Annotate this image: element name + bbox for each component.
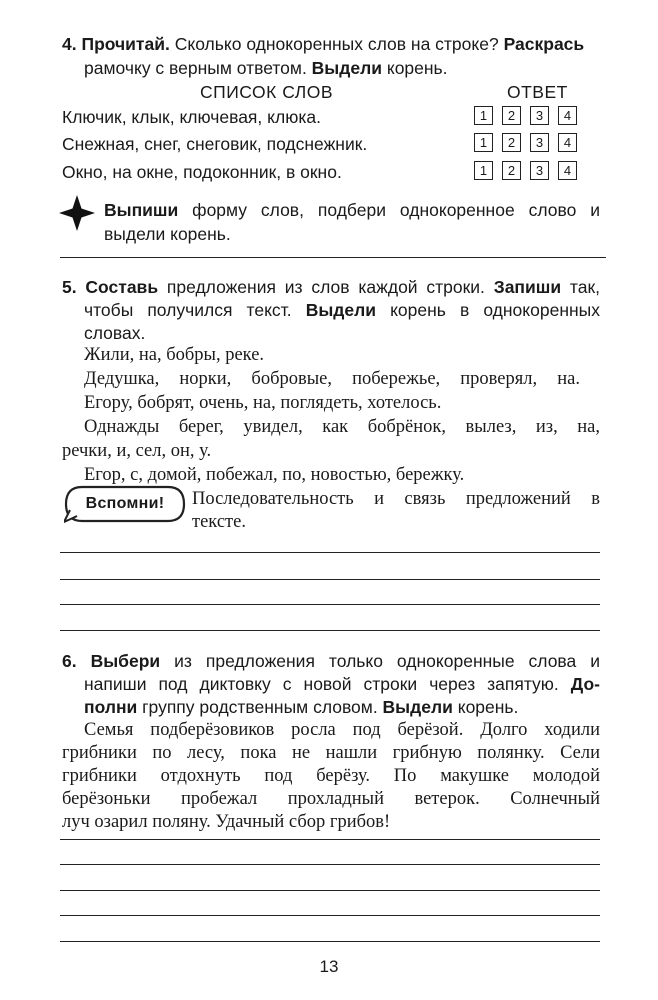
remember-text-line2: тексте. xyxy=(192,512,246,532)
star-icon xyxy=(58,194,96,232)
word-line-2: Дедушка, норки, бобровые, побережье, проверял, на. xyxy=(84,369,580,389)
word-line-1: Жили, на, бобры, реке. xyxy=(84,345,265,365)
writing-line[interactable] xyxy=(60,257,606,258)
answer-box[interactable]: 2 xyxy=(502,161,521,180)
word-line-3: Егору, бобрят, очень, на, поглядеть, хотелось. xyxy=(84,393,442,413)
word-row-2: Снежная, снег, снеговик, подснежник. xyxy=(62,134,368,154)
task5-number: 5. xyxy=(62,277,77,297)
task5-verb-write: Запиши xyxy=(493,277,562,297)
answer-box[interactable]: 4 xyxy=(558,133,577,152)
task4-question: Сколько однокоренных слов на строке? xyxy=(169,34,504,54)
answer-options-row-1 xyxy=(474,106,577,125)
task4-verb-highlight: Выдели xyxy=(311,58,382,78)
writing-line[interactable] xyxy=(60,941,600,942)
task5-instruction-line1: 5. Составь предложения из слов каждой строки. Запиши так, xyxy=(62,277,600,297)
answer-box[interactable]: 3 xyxy=(530,106,549,125)
word-row-1: Ключик, клык, ключевая, клюка. xyxy=(62,107,321,127)
task5-instruction-line3: словах. xyxy=(84,323,146,343)
writing-line[interactable] xyxy=(60,864,600,865)
dictation-line-1: Семья подберёзовиков росла под берёзой. Долго ходили xyxy=(84,720,600,740)
writing-line[interactable] xyxy=(60,604,600,605)
word-row-3: Окно, на окне, подоконник, в окно. xyxy=(62,162,342,182)
answer-box[interactable]: 2 xyxy=(502,106,521,125)
remember-text-line1: Последовательность и связь предложений в xyxy=(192,489,600,509)
writing-line[interactable] xyxy=(60,579,600,580)
answer-header: ОТВЕТ xyxy=(507,82,568,102)
star-task-line1: Выпиши форму слов, подбери однокоренное слово и xyxy=(104,200,600,220)
task6-instruction-line2: напиши под диктовку с новой строки через запятую. До- xyxy=(84,674,600,694)
answer-box[interactable]: 4 xyxy=(558,106,577,125)
writing-line[interactable] xyxy=(60,552,600,553)
answer-options-row-2 xyxy=(474,133,577,152)
task4-instruction-line2: рамочку с верным ответом. Выдели корень. xyxy=(84,58,448,78)
page-number: 13 xyxy=(319,957,339,976)
task6-instruction-line1: 6. Выбери из предложения только однокоренные слова и xyxy=(62,651,600,671)
word-line-6: Егор, с, домой, побежал, по, новостью, бережку. xyxy=(84,465,465,485)
answer-box[interactable]: 3 xyxy=(530,161,549,180)
writing-line[interactable] xyxy=(60,915,600,916)
task6-verb-complete-a: До- xyxy=(570,674,600,694)
answer-options-row-3 xyxy=(474,161,577,180)
task5-instruction-line2: чтобы получился текст. Выдели корень в однокоренных xyxy=(84,300,600,320)
writing-line[interactable] xyxy=(60,839,600,840)
task4-verb-read: Прочитай. xyxy=(81,34,170,54)
task4-number: 4. xyxy=(62,34,77,54)
task5-verb-highlight: Выдели xyxy=(305,300,376,320)
dictation-line-4: берёзоньки пробежал прохладный ветерок. Солнечный xyxy=(62,789,600,809)
dictation-line-3: грибники отдохнуть под берёзу. По макушке молодой xyxy=(62,766,600,786)
task6-instruction-line3: полни группу родственным словом. Выдели корень. xyxy=(84,697,519,717)
task6-number: 6. xyxy=(62,651,77,671)
task6-verb-highlight: Выдели xyxy=(382,697,453,717)
task6-verb-choose: Выбери xyxy=(90,651,161,671)
answer-box[interactable]: 2 xyxy=(502,133,521,152)
answer-box[interactable]: 4 xyxy=(558,161,577,180)
star-task-line2: выдели корень. xyxy=(104,224,231,244)
task5-verb-compose: Составь xyxy=(85,277,159,297)
writing-line[interactable] xyxy=(60,630,600,631)
word-list-header: СПИСОК СЛОВ xyxy=(200,82,334,102)
answer-box[interactable]: 1 xyxy=(474,106,493,125)
star-verb: Выпиши xyxy=(104,200,179,220)
answer-box[interactable]: 1 xyxy=(474,161,493,180)
task4-verb-color: Раскрась xyxy=(503,34,585,54)
remember-label: Вспомни! xyxy=(85,495,165,512)
remember-badge xyxy=(64,484,186,524)
word-line-5: речки, и, сел, он, у. xyxy=(62,441,212,461)
dictation-line-2: грибники по лесу, пока не нашли грибную полянку. Сели xyxy=(62,743,600,763)
answer-box[interactable]: 1 xyxy=(474,133,493,152)
task4-instruction-line1 xyxy=(62,34,584,55)
dictation-line-5: луч озарил поляну. Удачный сбор грибов! xyxy=(62,812,391,832)
writing-line[interactable] xyxy=(60,890,600,891)
task6-verb-complete-b: полни xyxy=(84,697,138,717)
word-line-4: Однажды берег, увидел, как бобрёнок, вылез, из, на, xyxy=(84,417,600,437)
answer-box[interactable]: 3 xyxy=(530,133,549,152)
